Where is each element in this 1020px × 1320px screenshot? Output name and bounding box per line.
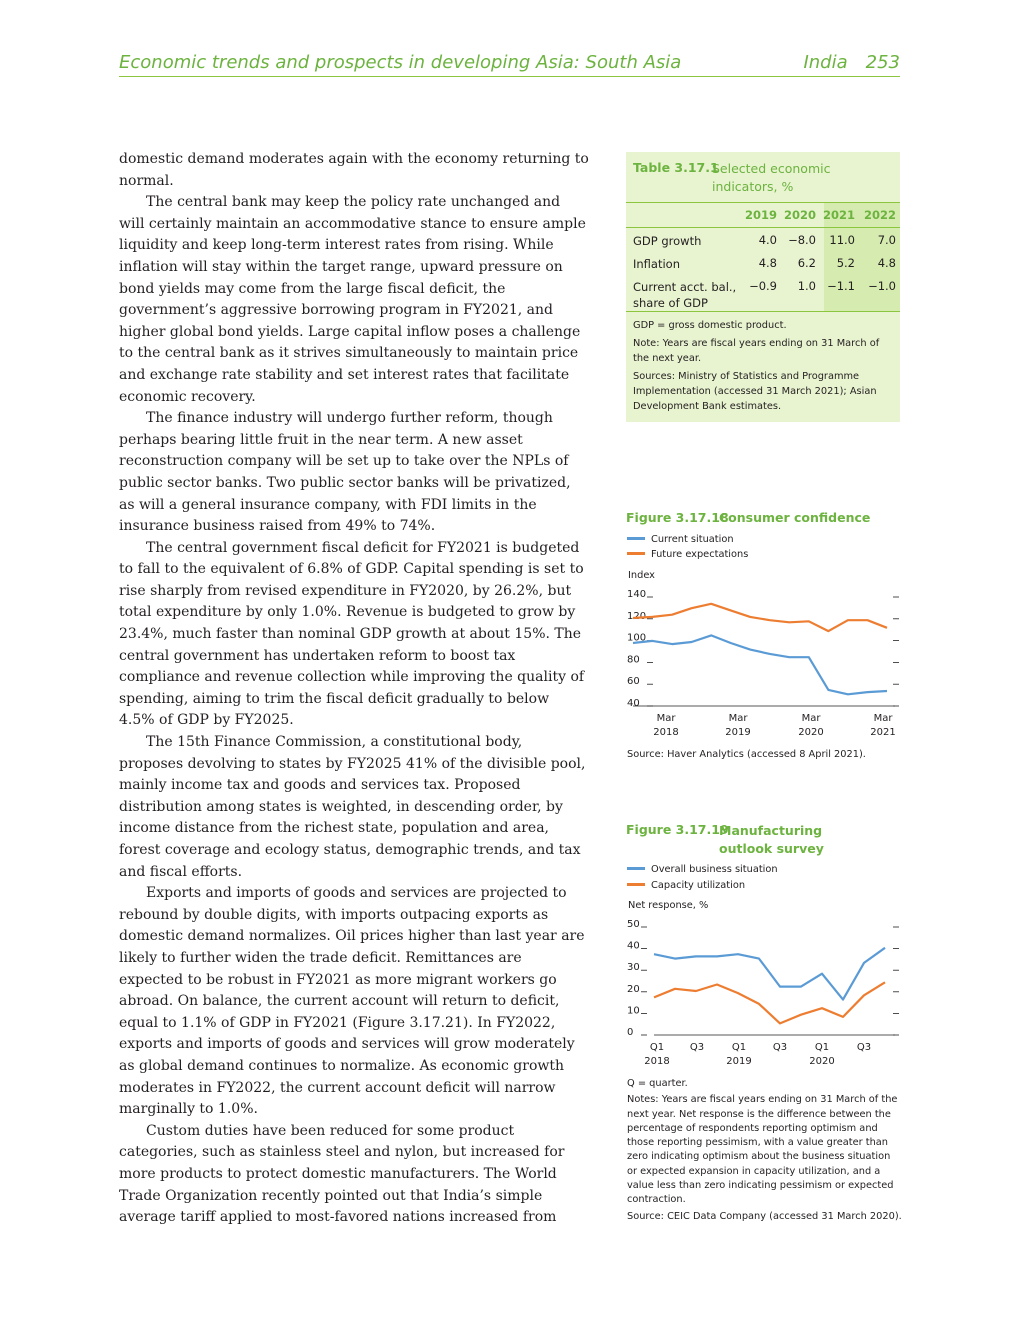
paragraph: Custom duties have been reduced for some product categories, such as stainless steel and nylon, but increased for more products to protect domestic manufacturers. The World Trade Organization recently pointed out that India’s simple average tariff applied to most-favored nations increased from xyxy=(119,1122,565,1226)
figure-label: Figure 3.17.19 xyxy=(626,822,729,837)
legend-item xyxy=(627,534,734,545)
table-title-text: Selected economic indicators, % xyxy=(712,161,831,194)
x-tick-label: Q1 xyxy=(731,1042,747,1053)
y-tick-label: 10 xyxy=(627,1005,640,1017)
row-label: Current acct. bal., share of GDP xyxy=(633,280,737,310)
paragraph: domestic demand moderates again with the economy returning to normal. xyxy=(119,151,589,189)
figure-note: Notes: Years are fiscal years ending on 31 March of the next year. Net response is the difference between the percentage of respondents reporting optimism and those reporting pessimism, with a value greater than zero indicating optimism about the business situation or expected expansion in capacity utilization, and a value less than zero indicating pessimism or expected contraction. xyxy=(627,1094,898,1206)
section-title: Economic trends and prospects in developing Asia: South Asia xyxy=(119,52,682,73)
table-label: Table 3.17.1 xyxy=(633,160,719,175)
series-line xyxy=(633,635,887,694)
y-tick-label: 120 xyxy=(627,610,647,622)
figure-source: Source: Haver Analytics (accessed 8 April 2021). xyxy=(627,749,866,760)
series-line xyxy=(654,948,885,1000)
figure-label: Figure 3.17.18 xyxy=(626,510,729,525)
y-tick-label: 140 xyxy=(627,589,647,600)
cell: 4.8 xyxy=(758,256,777,270)
year-header: 2021 xyxy=(822,208,855,222)
country-name: India xyxy=(803,52,848,73)
cell: 5.2 xyxy=(836,256,855,270)
x-tick-label: 2020 xyxy=(809,1056,835,1067)
x-tick-label: 2020 xyxy=(798,727,824,738)
year-header: 2022 xyxy=(863,208,896,222)
x-tick-label: Mar xyxy=(656,713,676,724)
table-row xyxy=(626,253,900,275)
table-row xyxy=(626,230,900,252)
indicators-table xyxy=(626,152,900,422)
y-tick-label: 60 xyxy=(627,676,640,688)
y-tick-label: 40 xyxy=(627,940,640,952)
cell: −1.0 xyxy=(868,279,896,293)
y-tick-label: 80 xyxy=(627,654,640,666)
body-text xyxy=(119,149,589,1229)
legend-label: Capacity utilization xyxy=(651,880,746,891)
x-tick-label: 2021 xyxy=(870,727,896,738)
y-axis-label: Net response, % xyxy=(628,900,709,911)
row-label: GDP growth xyxy=(633,234,702,248)
x-tick-label: Q3 xyxy=(772,1042,788,1053)
cell: −1.1 xyxy=(827,279,855,293)
cell: 4.8 xyxy=(877,256,896,270)
y-tick-label: 50 xyxy=(627,919,640,930)
cell: −8.0 xyxy=(788,233,816,247)
legend-swatch xyxy=(627,883,645,886)
year-header: 2020 xyxy=(783,208,816,222)
cell: 11.0 xyxy=(829,233,855,247)
legend-swatch xyxy=(627,552,645,555)
legend-label: Overall business situation xyxy=(651,864,778,875)
running-header xyxy=(119,52,900,77)
figure-title-text: Manufacturing outlook survey xyxy=(719,823,824,856)
page-number: 253 xyxy=(865,52,900,73)
y-tick-label: 20 xyxy=(627,983,640,995)
legend-label: Future expectations xyxy=(651,549,749,560)
x-tick-label: 2018 xyxy=(653,727,679,738)
x-tick-label: Q1 xyxy=(649,1042,665,1053)
paragraph: The central government fiscal deficit for FY2021 is budgeted to fall to the equivalent of 6.8% of GDP. Capital spending is set to rise sharply from revised expenditure in FY2020, by 26.2%, but total expenditure by only 1.0%. Revenue is budgeted to grow by 23.4%, much faster than nominal GDP growth at about 15%. The central government has undertaken reform to boost tax compliance and revenue collection while improving the quality of spending, aiming to trim the fiscal deficit gradually to below 4.5% of GDP by FY2025. xyxy=(119,539,585,729)
paragraph: Exports and imports of goods and services are projected to rebound by double digits, with imports outpacing exports as domestic demand normalizes. Oil prices higher than last year are likely to further widen the trade deficit. Remittances are expected to be robust in FY2021 as more migrant workers go abroad. On balance, the current account will return to deficit, equal to 1.1% of GDP in FY2021 (Figure 3.17.21). In FY2022, exports and imports of goods and services will grow moderately as global demand continues to normalize. As economic growth moderates in FY2022, the current account deficit will narrow marginally to 1.0%. xyxy=(119,885,585,1118)
x-tick-label: 2018 xyxy=(644,1056,670,1067)
x-tick-label: 2019 xyxy=(726,1056,752,1067)
legend-item xyxy=(627,864,778,875)
x-tick-label: Mar xyxy=(873,713,893,724)
legend-swatch xyxy=(627,537,645,540)
legend-item xyxy=(627,549,748,560)
cell: 7.0 xyxy=(877,233,896,247)
x-tick-label: 2019 xyxy=(725,727,751,738)
figure-note: Q = quarter. xyxy=(627,1078,688,1089)
table-rule xyxy=(626,311,900,312)
cell: 6.2 xyxy=(797,256,816,270)
paragraph: The finance industry will undergo further reform, though perhaps bearing little fruit in the near term. A new asset reconstruction company will be set up to take over the NPLs of public sector banks. Two public sector banks will be privatized, as will a general insurance company, with FDI limits in the insurance business raised from 49% to 74%. xyxy=(119,410,571,535)
legend-label: Current situation xyxy=(651,534,734,545)
x-tick-label: Mar xyxy=(801,713,821,724)
cell: 1.0 xyxy=(797,279,816,293)
x-tick-label: Q3 xyxy=(689,1042,705,1053)
y-tick-label: 40 xyxy=(627,698,640,709)
cell: 4.0 xyxy=(758,233,777,247)
figure-note: Source: CEIC Data Company (accessed 31 March 2020). xyxy=(627,1210,902,1222)
y-tick-label: 0 xyxy=(627,1027,634,1038)
table-row xyxy=(626,276,900,312)
series-line xyxy=(633,604,887,631)
legend-item xyxy=(627,880,745,891)
page-info xyxy=(803,52,900,73)
y-axis-label: Index xyxy=(628,570,655,581)
cell: −0.9 xyxy=(749,279,777,293)
paragraph: The central bank may keep the policy rate unchanged and will certainly maintain an accommodative stance to ensure ample liquidity and keep long-term interest rates from rising. While inflation will stay within the target range, upward pressure on bond yields may come from the large fiscal deficit, the government’s aggressive borrowing program in FY2021, and higher global bond yields. Large capital inflow poses a challenge to the central bank as it strives simultaneously to maintain price and exchange rate stability and set interest rates that facilitate economic recovery. xyxy=(119,194,586,405)
row-label: Inflation xyxy=(633,257,680,271)
paragraph: The 15th Finance Commission, a constitutional body, proposes devolving to states by FY2025 41% of the divisible pool, mainly income tax and goods and services tax. Proposed distribution among states is weighted, in descending order, by income distance from the richest state, population and area, forest coverage and ecology status, demographic trends, and tax and fiscal efforts. xyxy=(119,734,586,880)
table-header-row xyxy=(626,202,900,228)
figure-notes xyxy=(627,1077,902,1226)
legend-swatch xyxy=(627,867,645,870)
manufacturing-outlook-chart xyxy=(600,915,910,1075)
y-tick-label: 30 xyxy=(627,962,640,974)
x-tick-label: Q1 xyxy=(814,1042,830,1053)
table-note: GDP = gross domestic product. xyxy=(633,320,787,331)
table-note: Sources: Ministry of Statistics and Programme Implementation (accessed 31 March 2021); Asian Development Bank estimates. xyxy=(633,371,877,412)
y-tick-label: 100 xyxy=(627,632,647,644)
year-header: 2019 xyxy=(744,208,777,222)
table-note: Note: Years are fiscal years ending on 31 March of the next year. xyxy=(633,338,880,364)
x-tick-label: Mar xyxy=(728,713,748,724)
consumer-confidence-chart xyxy=(600,585,910,745)
table-notes xyxy=(633,318,895,417)
figure-title-text: Consumer confidence xyxy=(719,510,871,525)
x-tick-label: Q3 xyxy=(856,1042,872,1053)
